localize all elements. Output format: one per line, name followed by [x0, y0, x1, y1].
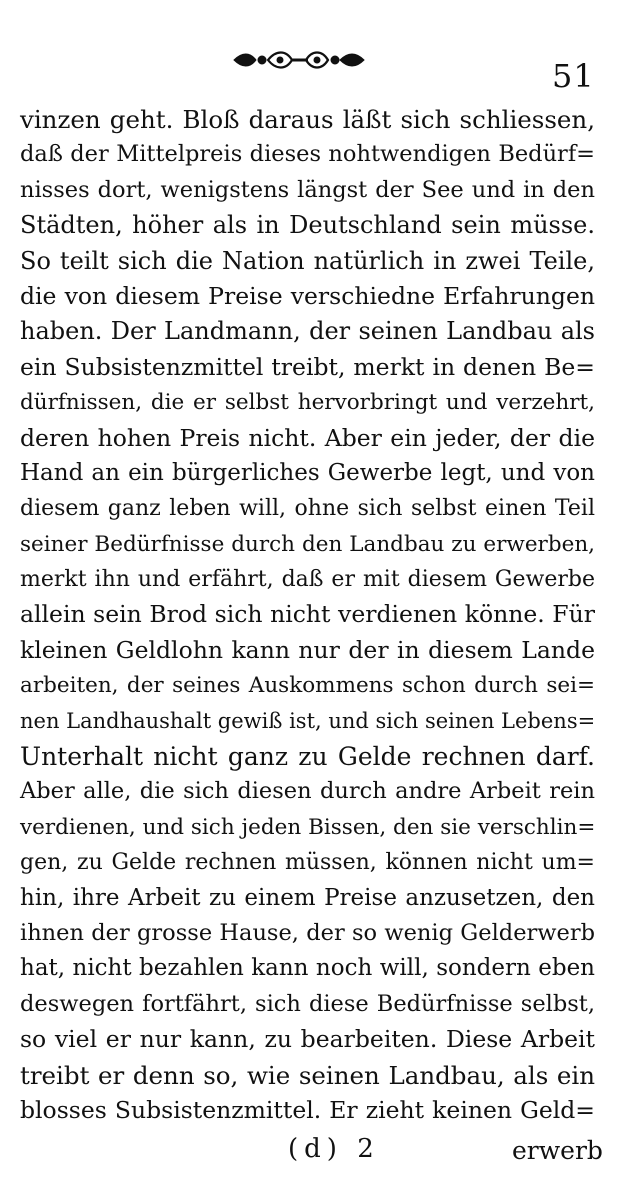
text-line: haben. Der Landmann, der seinen Landbau als — [20, 317, 595, 346]
body-text — [20, 102, 595, 1128]
text-line: hat, nicht bezahlen kann noch will, sondern eben — [20, 955, 595, 982]
text-line: daß der Mittelpreis dieses nohtwendigen Bedürf= — [20, 141, 595, 168]
text-line: merkt ihn und erfährt, daß er mit diesem Gewerbe — [20, 567, 595, 593]
text-line: die von diesem Preise verschiedne Erfahrungen — [20, 281, 595, 310]
text-line: vinzen geht. Bloß daraus läßt sich schliessen, — [20, 105, 595, 134]
text-line: dürfnissen, die er selbst hervorbringt und verzehrt, — [20, 390, 595, 416]
text-line: arbeiten, der seines Auskommens schon durch sei= — [20, 673, 595, 699]
text-line: so viel er nur kann, zu bearbeiten. Diese Arbeit — [20, 1025, 595, 1054]
text-line: blosses Subsistenzmittel. Er zieht keinen Geld= — [20, 1095, 595, 1124]
text-line: treibt er denn so, wie seinen Landbau, als ein — [20, 1060, 595, 1090]
page-number: 51 — [552, 57, 595, 95]
text-line: nisses dort, wenigstens längst der See und in den — [20, 176, 595, 203]
text-line: Aber alle, die sich diesen durch andre Arbeit rein — [20, 778, 595, 805]
text-line: ein Subsistenzmittel treibt, merkt in denen Be= — [20, 352, 595, 381]
text-line: hin, ihre Arbeit zu einem Preise anzusetzen, den — [20, 884, 595, 911]
floral-ornament-icon — [232, 46, 366, 74]
catchword: erwerb — [512, 1136, 603, 1165]
text-line: allein sein Brod sich nicht verdienen könne. Für — [20, 600, 595, 629]
text-line: nen Landhaushalt gewiß ist, und sich seinen Lebens= — [20, 708, 596, 733]
text-line: ihnen der grosse Hause, der so wenig Gelderwerb — [20, 919, 595, 946]
text-line: kleinen Geldlohn kann nur der in diesem Lande — [20, 635, 595, 664]
text-line: Städten, höher als in Deutschland sein müsse. — [20, 211, 595, 240]
text-line: So teilt sich die Nation natürlich in zwei Teile, — [20, 246, 595, 275]
text-line: deren hohen Preis nicht. Aber ein jeder, der die — [20, 423, 595, 452]
text-line: verdienen, und sich jeden Bissen, den sie verschlin= — [20, 814, 596, 840]
text-line: deswegen fortfährt, sich diese Bedürfnisse selbst, — [20, 990, 595, 1017]
text-line: seiner Bedürfnisse durch den Landbau zu erwerben, — [20, 531, 595, 557]
text-line: diesem ganz leben will, ohne sich selbst einen Teil — [20, 496, 595, 522]
text-line: Hand an ein bürgerliches Gewerbe legt, und von — [20, 459, 595, 486]
text-line: Unterhalt nicht ganz zu Gelde rechnen darf. — [20, 742, 595, 772]
signature-mark: (d) 2 — [288, 1134, 380, 1164]
text-line: gen, zu Gelde rechnen müssen, können nicht um= — [20, 850, 595, 876]
